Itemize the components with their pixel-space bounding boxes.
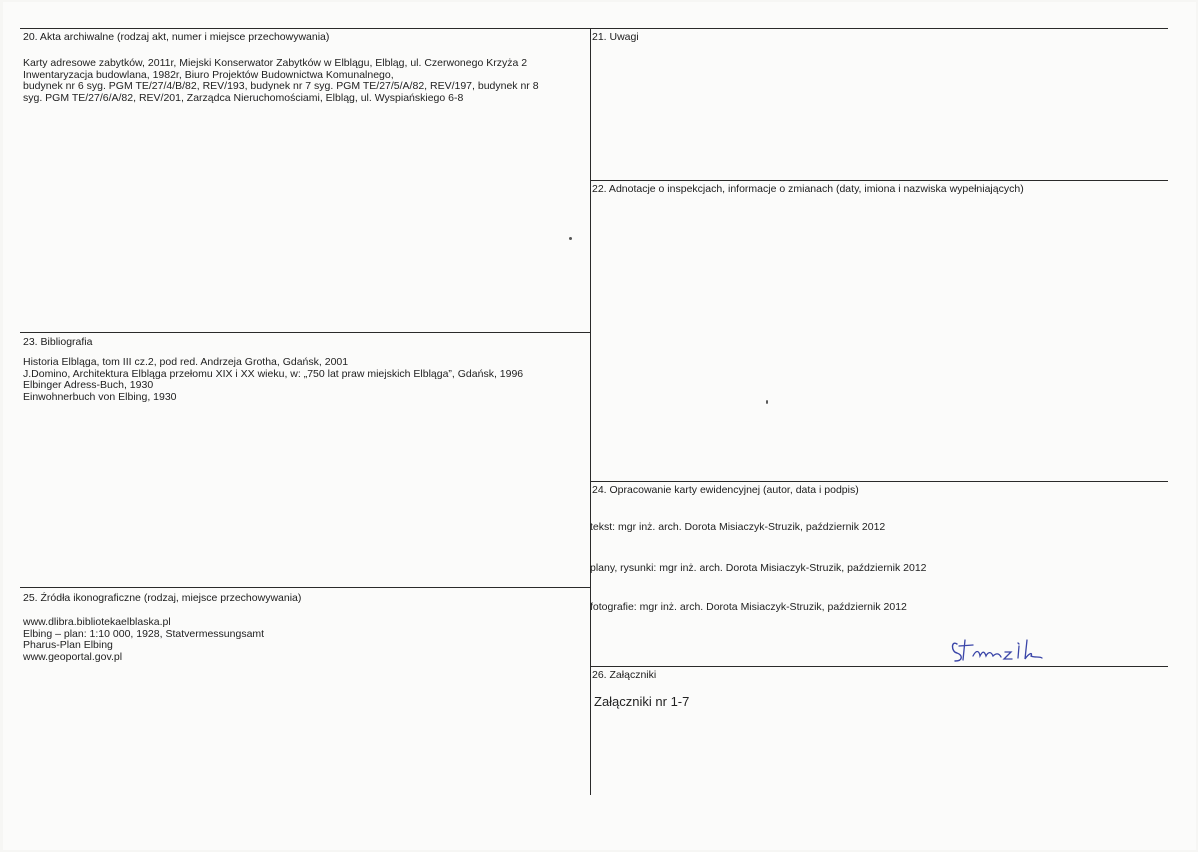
divider-vertical — [590, 28, 591, 795]
bibliography-item: Einwohnerbuch von Elbing, 1930 — [23, 390, 177, 403]
section-25-content — [23, 617, 264, 663]
attachments-text: Załączniki nr 1-7 — [594, 694, 690, 709]
section-20-header: 20. Akta archiwalne (rodzaj akt, numer i miejsce przechowywania) — [23, 31, 330, 43]
divider-top-right — [591, 28, 1168, 29]
text-line: Inwentaryzacja budowlana, 1982r, Biuro Projektów Budownictwa Komunalnego, — [23, 68, 394, 81]
divider-s23 — [20, 332, 591, 333]
section-23-content — [23, 357, 523, 403]
signature-image — [949, 634, 1049, 664]
divider-s26 — [591, 666, 1168, 667]
bibliography-item: Elbinger Adress-Buch, 1930 — [23, 379, 154, 391]
author-tekst: tekst: mgr inż. arch. Dorota Misiaczyk-Struzik, październik 2012 — [590, 521, 886, 533]
divider-top-left — [20, 28, 591, 29]
divider-s22 — [591, 180, 1168, 181]
bibliography-item: J.Domino, Architektura Elbląga przełomu XIX i XX wieku, w: „750 lat praw miejskich Elbląga”, Gdańsk, 1996 — [23, 367, 524, 380]
divider-s24 — [591, 481, 1168, 482]
form-sheet — [3, 2, 1196, 850]
text-line: budynek nr 6 syg. PGM TE/27/4/B/82, REV/193, budynek nr 7 syg. PGM TE/27/5/A/82, REV/197, budynek nr 8 — [23, 80, 539, 92]
scan-speck — [569, 237, 572, 240]
text-line: syg. PGM TE/27/6/A/82, REV/201, Zarządca Nieruchomościami, Elbląg, ul. Wyspiańskiego 6-8 — [23, 91, 464, 104]
source-item: www.geoportal.gov.pl — [23, 650, 123, 663]
source-item: Pharus-Plan Elbing — [23, 639, 113, 651]
section-21-header: 21. Uwagi — [592, 31, 639, 43]
text-line: Karty adresowe zabytków, 2011r, Miejski Konserwator Zabytków w Elblągu, Elbląg, ul. Czerwonego Krzyża 2 — [23, 57, 528, 69]
section-23-header: 23. Bibliografia — [23, 336, 93, 348]
section-25-header: 25. Źródła ikonograficzne (rodzaj, miejsce przechowywania) — [23, 592, 302, 604]
section-22-header: 22. Adnotacje o inspekcjach, informacje o zmianach (daty, imiona i nazwiska wypełniających) — [592, 183, 1024, 195]
source-item: Elbing – plan: 1:10 000, 1928, Statvermessungsamt — [23, 627, 265, 640]
section-24-header: 24. Opracowanie karty ewidencyjnej (autor, data i podpis) — [592, 484, 859, 496]
source-item: www.dlibra.bibliotekaelblaska.pl — [23, 616, 171, 628]
scan-speck — [766, 400, 768, 404]
section-26-header: 26. Załączniki — [592, 669, 657, 681]
author-plany: plany, rysunki: mgr inż. arch. Dorota Misiaczyk-Struzik, październik 2012 — [590, 562, 927, 574]
bibliography-item: Historia Elbląga, tom III cz.2, pod red. Andrzeja Grotha, Gdańsk, 2001 — [23, 356, 349, 368]
author-fotografie: fotografie: mgr inż. arch. Dorota Misiaczyk-Struzik, październik 2012 — [590, 601, 907, 613]
section-20-content — [23, 58, 539, 104]
divider-s25 — [20, 587, 591, 588]
